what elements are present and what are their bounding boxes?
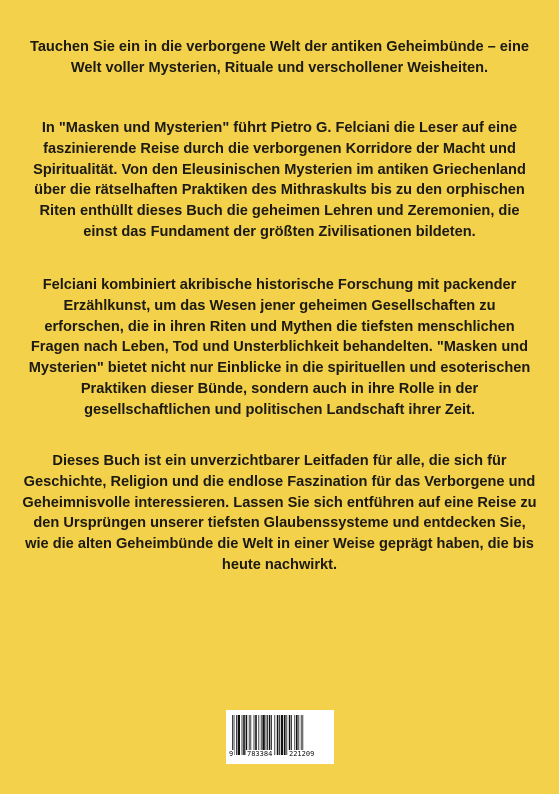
- barcode-right-digits: 221209: [289, 750, 315, 758]
- barcode-bar: [286, 715, 287, 755]
- barcode-bar: [258, 715, 259, 755]
- barcode-bar: [266, 715, 267, 755]
- barcode-bar: [250, 715, 251, 755]
- barcode-bar: [281, 715, 283, 755]
- barcode-bar: [234, 715, 235, 755]
- blurb-paragraph-author: Felciani kombiniert akribische historische Forschung mit packender Erzählkunst, um das Wesen jener geheimen Gesellschaften zu erforschen, die in ihren Riten und Mythen die tiefsten menschlichen Fragen nach Leben, Tod und Unsterblichkeit behandelten. "Masken und Mysterien" bietet nicht nur Einblicke in die spirituellen und esoterischen Praktiken dieser Bünde, sondern auch in ihre Rolle in der gesellschaftlichen und politischen Landschaft ihrer Zeit.: [28, 277, 531, 418]
- barcode-bar: [255, 715, 257, 755]
- barcode-bar: [246, 715, 248, 755]
- barcode-bar: [249, 715, 250, 755]
- barcode-bar: [262, 715, 264, 755]
- barcode-bar: [232, 715, 233, 755]
- barcode-bar: [261, 715, 262, 755]
- barcode-bar: [279, 715, 280, 755]
- barcode-bar: [236, 715, 237, 755]
- barcode-left-digits: 783384: [247, 750, 273, 758]
- barcode-bar: [271, 715, 272, 755]
- blurb-paragraph-intro: Tauchen Sie ein in die verborgene Welt der antiken Geheimbünde – eine Welt voller Mysterien, Rituale und verschollener Weisheiten.: [29, 39, 530, 76]
- barcode-bars: [232, 715, 328, 755]
- barcode-bar: [238, 715, 240, 755]
- barcode-bar: [289, 715, 291, 755]
- blurb-paragraph-closing: Dieses Buch ist ein unverzichtbarer Leitfaden für alle, die sich für Geschichte, Religion und die endlose Faszination für das Verborgene und Geheimnisvolle interessieren. Lassen Sie sich entführen auf eine Reise zu den Ursprüngen unserer tiefsten Glaubenssysteme und entdecken Sie, wie die alten Geheimbünde die Welt in einer Weise geprägt haben, die bis heute nachwirkt.: [22, 453, 537, 573]
- barcode-bar: [302, 715, 303, 755]
- barcode-bar: [254, 715, 255, 755]
- barcode-bar: [243, 715, 245, 755]
- barcode-bar: [269, 715, 271, 755]
- barcode-bar: [274, 715, 275, 755]
- barcode-bar: [284, 715, 286, 755]
- barcode-bar: [296, 715, 298, 755]
- barcode-first-digit: 9: [229, 750, 234, 758]
- blurb-paragraph-summary: In "Masken und Mysterien" führt Pietro G. Felciani die Leser auf eine faszinierende Reise durch die verborgenen Korridore der Macht und Spiritualität. Von den Eleusinischen Mysterien im antiken Griechenland über die rätselhaften Praktiken des Mithraskults bis zu den orphischen Riten enthüllt dieses Buch die geheimen Lehren und Zeremonien, die einst das Fundament der größten Zivilisationen bildeten.: [33, 120, 526, 240]
- barcode-bar: [298, 715, 299, 755]
- barcode-bar: [277, 715, 279, 755]
- isbn-barcode: [226, 710, 334, 764]
- barcode-bar: [267, 715, 268, 755]
- barcode-bar: [301, 715, 302, 755]
- barcode-bar: [294, 715, 295, 755]
- barcode-bar: [291, 715, 292, 755]
- barcode-bar: [242, 715, 243, 755]
